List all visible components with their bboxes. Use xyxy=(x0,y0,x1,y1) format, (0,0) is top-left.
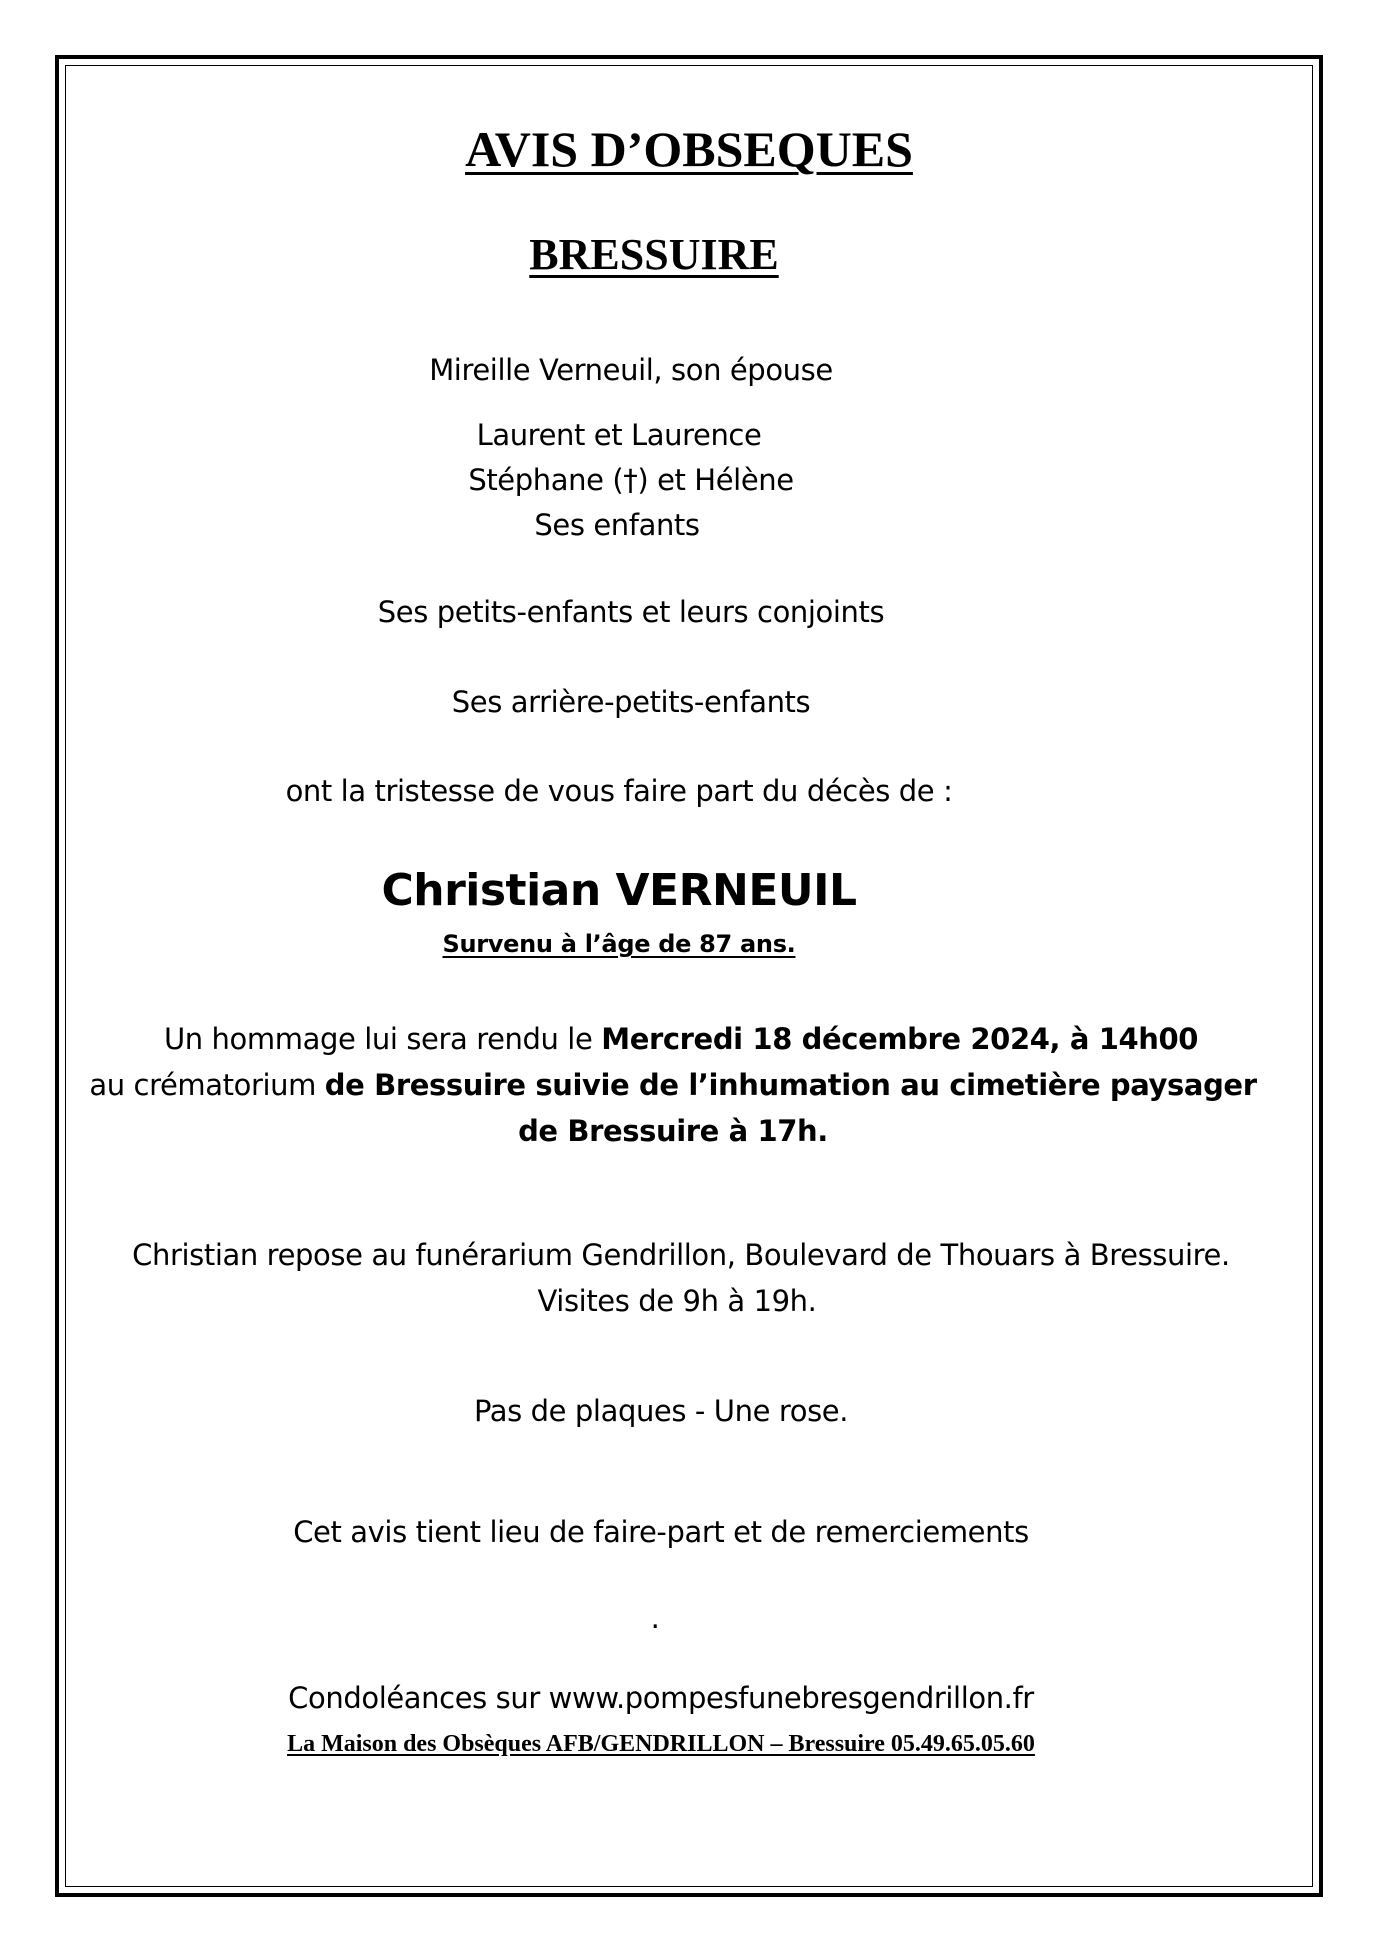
children-line-1: Laurent et Laurence xyxy=(476,418,762,452)
spouse-line: Mireille Verneuil, son épouse xyxy=(429,353,833,387)
ceremony-line-3 xyxy=(0,1114,1346,1148)
grandchildren-line: Ses petits-enfants et leurs conjoints xyxy=(377,595,885,629)
announcement-line: ont la tristesse de vous faire part du décès de : xyxy=(285,774,953,808)
deceased-name: Christian VERNEUIL xyxy=(381,865,857,916)
separator-dot: . xyxy=(650,1601,660,1635)
ceremony-time: , à 14h00 xyxy=(1049,1022,1199,1056)
notice-statement: Cet avis tient lieu de faire-part et de remerciements xyxy=(293,1515,1029,1549)
children-line-2: Stéphane (†) et Hélène xyxy=(468,463,794,497)
great-grandchildren-line: Ses arrière-petits-enfants xyxy=(451,685,811,719)
children-label: Ses enfants xyxy=(534,508,700,542)
ceremony-line-2 xyxy=(0,1068,1346,1102)
notice-title: AVIS D’OBSEQUES xyxy=(465,121,913,177)
ceremony-line-1-prefix: Un hommage lui sera rendu le xyxy=(163,1022,602,1056)
ceremony-line-2-prefix: au crématorium xyxy=(89,1068,325,1102)
ceremony-date: Mercredi 18 décembre 2024 xyxy=(601,1022,1050,1056)
flowers-note: Pas de plaques - Une rose. xyxy=(473,1394,849,1428)
funeral-home-line: La Maison des Obsèques AFB/GENDRILLON – Bressuire 05.49.65.05.60 xyxy=(287,1731,1035,1757)
visitation-line-1: Christian repose au funérarium Gendrillon, Boulevard de Thouars à Bressuire. xyxy=(132,1238,1230,1272)
ceremony-location: de Bressuire suivie de l’inhumation au cimetière paysager xyxy=(324,1068,1257,1102)
condolences-line: Condoléances sur www.pompesfunebresgendrillon.fr xyxy=(288,1681,1034,1715)
city-heading: BRESSUIRE xyxy=(529,230,779,279)
visitation-line-2: Visites de 9h à 19h. xyxy=(537,1284,817,1318)
deceased-age: Survenu à l’âge de 87 ans. xyxy=(442,930,796,958)
burial-time: de Bressuire à 17h. xyxy=(518,1114,828,1148)
ceremony-line-1 xyxy=(0,1022,1362,1056)
